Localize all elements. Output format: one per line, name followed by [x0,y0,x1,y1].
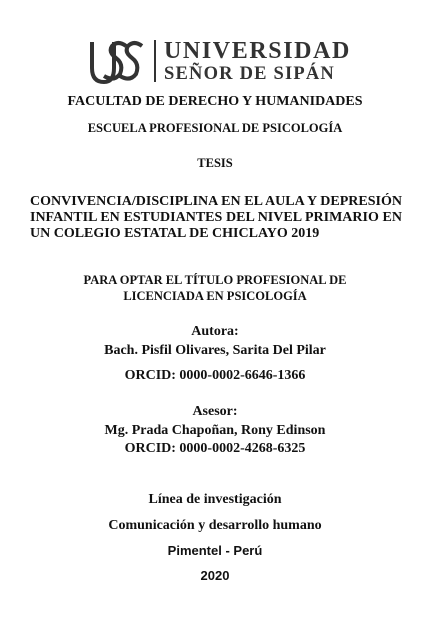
place: Pimentel - Perú [167,543,263,558]
document-type: TESIS [197,156,233,170]
author-name: Bach. Pisfil Olivares, Sarita Del Pilar [104,343,326,358]
research-line-label: Línea de investigación [148,492,282,507]
degree-purpose-line2: LICENCIADA EN PSICOLOGÍA [123,289,307,303]
university-logo [90,38,351,86]
degree-purpose-line1: PARA OPTAR EL TÍTULO PROFESIONAL DE [83,273,347,287]
advisor-name: Mg. Prada Chapoñan, Rony Edinson [104,423,326,438]
university-name-line1: UNIVERSIDAD [164,38,351,64]
logo-divider [154,40,156,82]
author-orcid: ORCID: 0000-0002-6646-1366 [124,368,306,383]
advisor-orcid: ORCID: 0000-0002-4268-6325 [124,441,306,456]
faculty-name: FACULTAD DE DERECHO Y HUMANIDADES [67,94,363,109]
research-line-value: Comunicación y desarrollo humano [108,518,322,533]
advisor-label: Asesor: [192,404,238,419]
school-name: ESCUELA PROFESIONAL DE PSICOLOGÍA [87,121,343,135]
year: 2020 [200,568,230,583]
author-label: Autora: [191,324,239,339]
university-name-line2: SEÑOR DE SIPÁN [164,64,335,84]
uss-monogram-icon [90,38,146,86]
thesis-title: CONVIVENCIA/DISCIPLINA EN EL AULA Y DEPRESIÓN INFANTIL EN ESTUDIANTES DEL NIVEL PRIMARIO EN UN COLEGIO ESTATAL DE CHICLAYO 2019 [30,194,402,241]
